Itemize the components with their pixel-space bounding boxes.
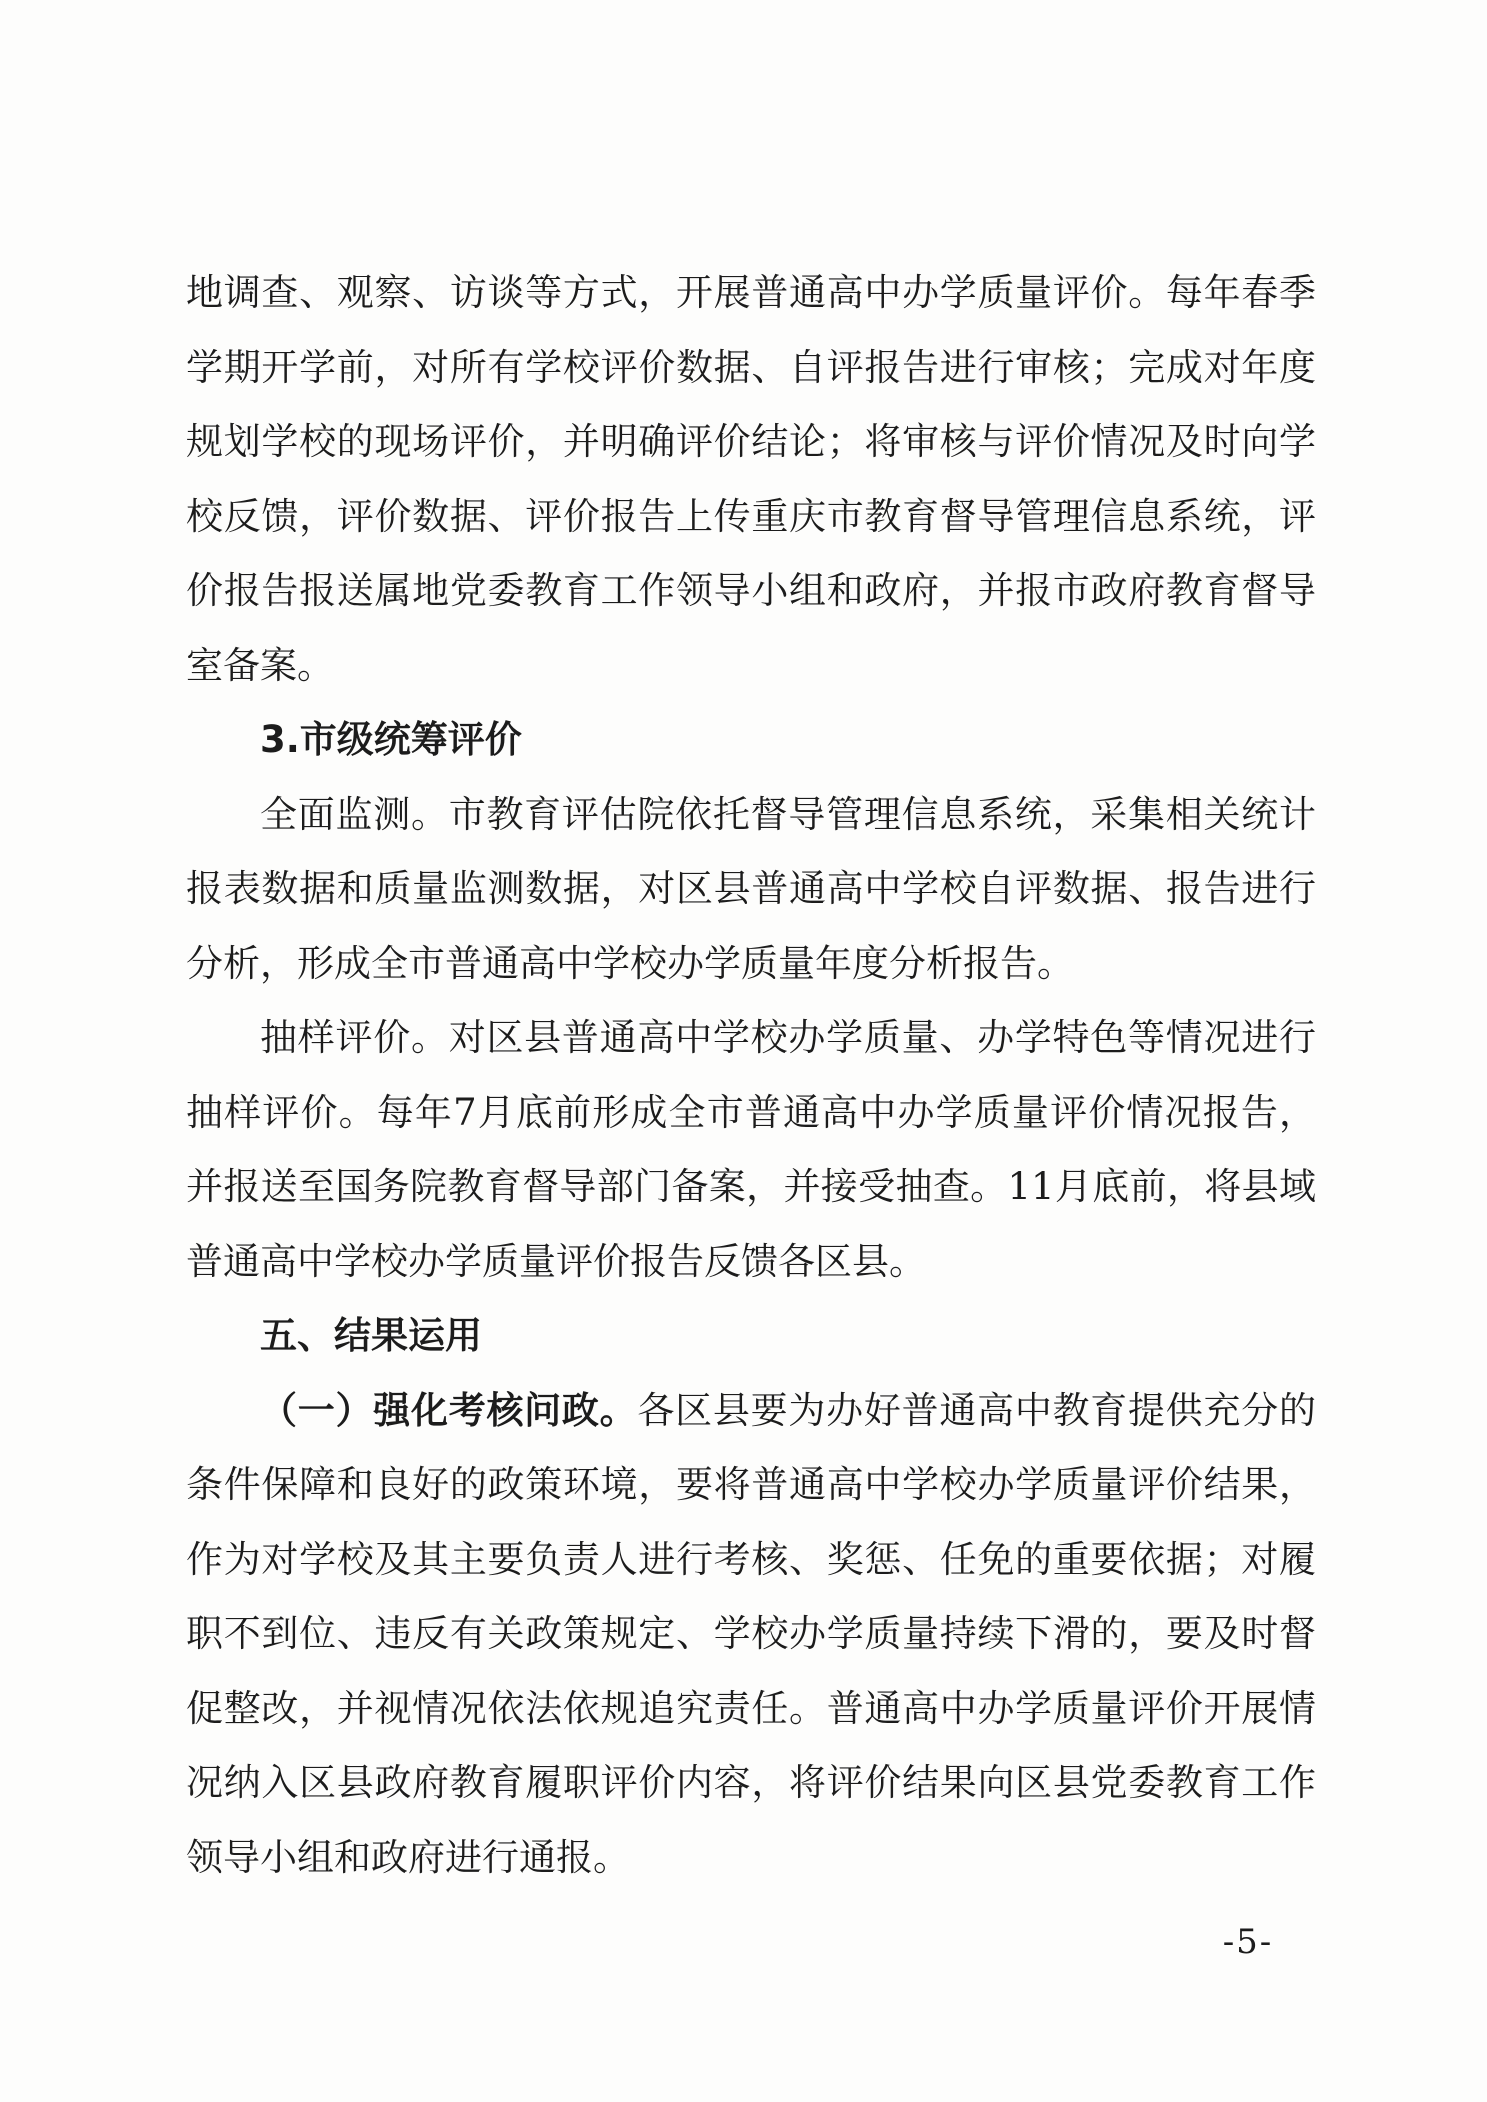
- page-number: -5-: [1222, 1922, 1274, 1962]
- heading-city-evaluation: 3.市级统筹评价: [260, 718, 522, 761]
- paragraph-assessment-accountability: [186, 1374, 1316, 1896]
- paragraph-text: 地调查、观察、访谈等方式，开展普通高中办学质量评价。每年春季学期开学前，对所有学校评价数据、自评报告进行审核；完成对年度规划学校的现场评价，并明确评价结论；将审核与评价情况及时向学校反馈，评价数据、评价报告上传重庆市教育督导管理信息系统，评价报告报送属地党委教育工作领导小组和政府，并报市政府教育督导室备案。: [186, 271, 1316, 687]
- document-body: [186, 256, 1316, 1895]
- paragraph-lead: （一）强化考核问政。: [260, 1388, 638, 1432]
- paragraph-text: 抽样评价。对区县普通高中学校办学质量、办学特色等情况进行抽样评价。每年7月底前形成全市普通高中办学质量评价情况报告，并报送至国务院教育督导部门备案，并接受抽查。11月底前，将县域普通高中学校办学质量评价报告反馈各区县。: [186, 1016, 1316, 1283]
- paragraph-text: 各区县要为办好普通高中教育提供充分的条件保障和良好的政策环境，要将普通高中学校办学质量评价结果，作为对学校及其主要负责人进行考核、奖惩、任免的重要依据；对履职不到位、违反有关政策规定、学校办学质量持续下滑的，要及时督促整改，并视情况依法依规追究责任。普通高中办学质量评价开展情况纳入区县政府教育履职评价内容，将评价结果向区县党委教育工作领导小组和政府进行通报。: [186, 1388, 1317, 1879]
- heading-result-application: 五、结果运用: [260, 1314, 482, 1357]
- paragraph-sampling-evaluation: [186, 1001, 1316, 1299]
- paragraph-comprehensive-monitoring: [186, 778, 1316, 1002]
- paragraph-school-evaluation: [186, 256, 1316, 703]
- paragraph-text: 全面监测。市教育评估院依托督导管理信息系统，采集相关统计报表数据和质量监测数据，对区县普通高中学校自评数据、报告进行分析，形成全市普通高中学校办学质量年度分析报告。: [186, 792, 1316, 985]
